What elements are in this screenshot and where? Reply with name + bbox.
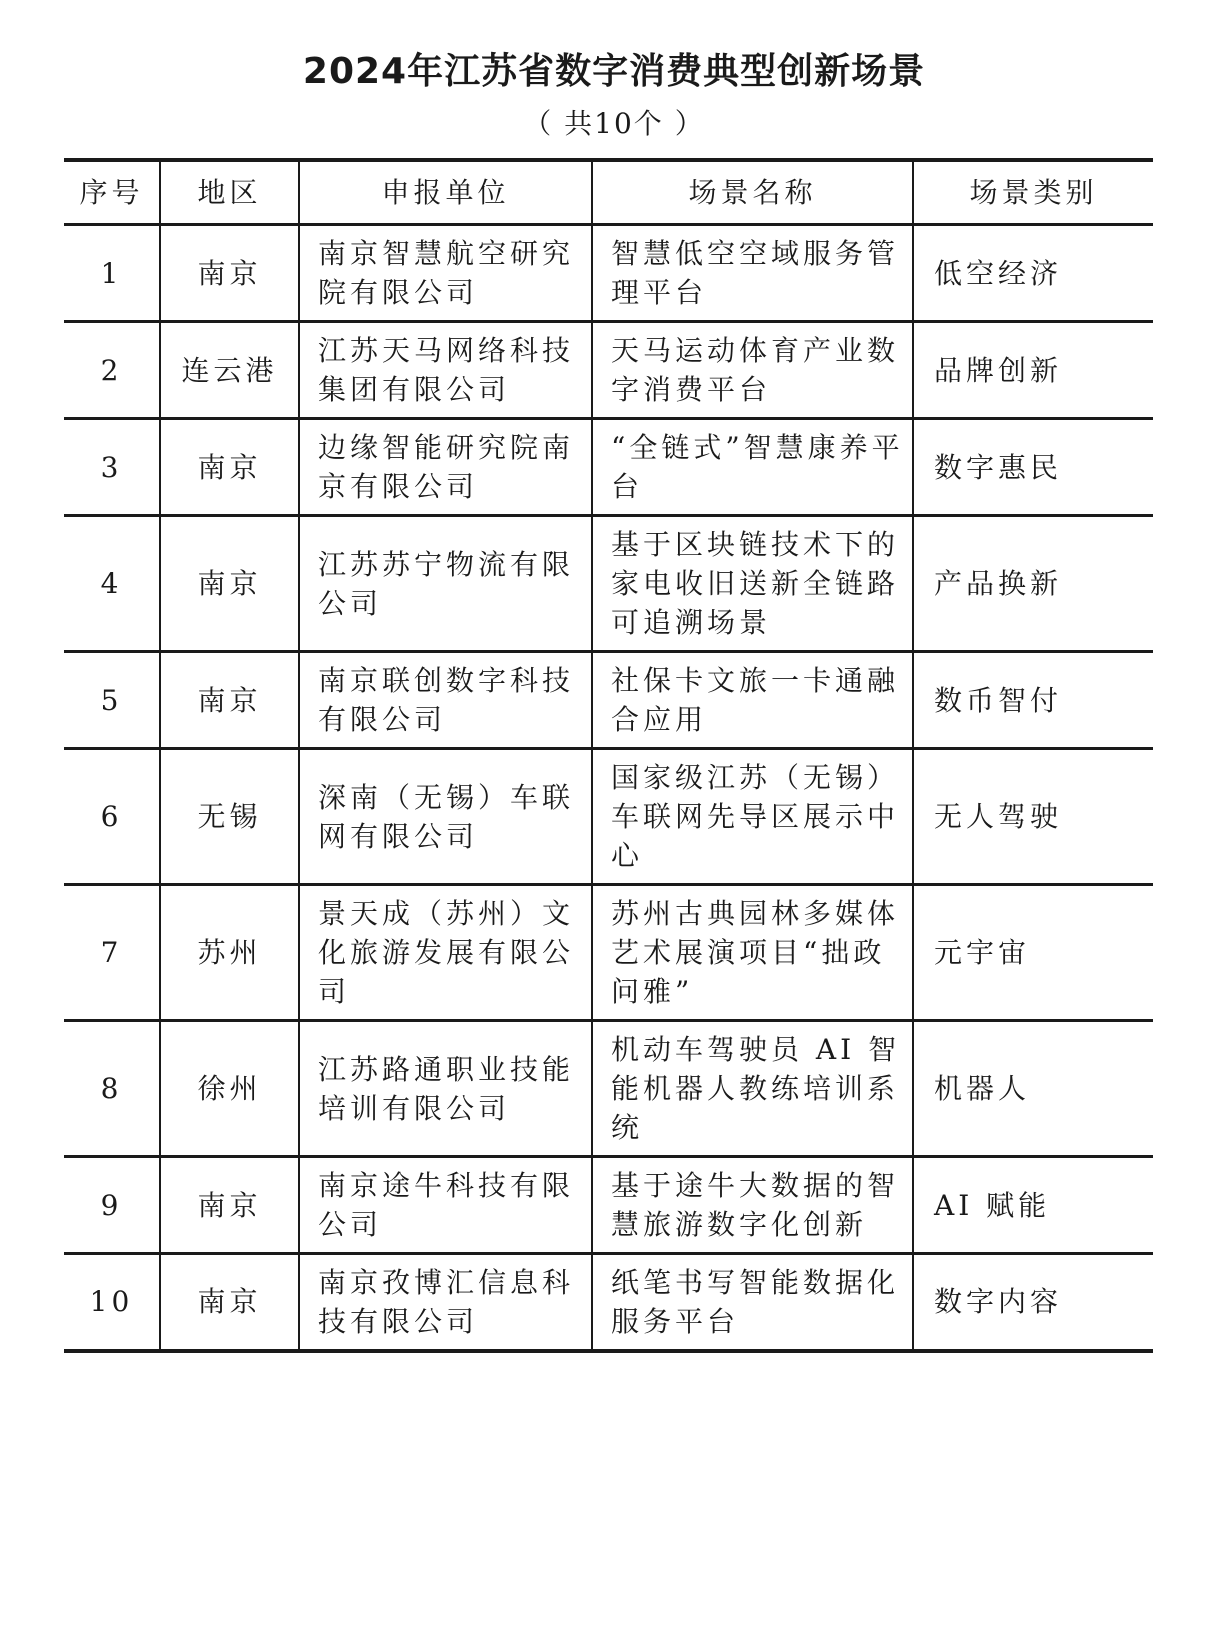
cell-category: 元宇宙 [913, 885, 1153, 1021]
cell-index: 10 [64, 1254, 160, 1351]
cell-scene: 智慧低空空域服务管理平台 [592, 225, 913, 322]
cell-scene: 纸笔书写智能数据化服务平台 [592, 1254, 913, 1351]
cell-category: 产品换新 [913, 516, 1153, 652]
cell-category: 数币智付 [913, 652, 1153, 749]
cell-region: 南京 [160, 1254, 299, 1351]
cell-region: 苏州 [160, 885, 299, 1021]
cell-region: 连云港 [160, 322, 299, 419]
cell-category: 数字内容 [913, 1254, 1153, 1351]
cell-unit: 南京途牛科技有限公司 [299, 1157, 592, 1254]
cell-index: 5 [64, 652, 160, 749]
cell-scene: 社保卡文旅一卡通融合应用 [592, 652, 913, 749]
cell-region: 无锡 [160, 749, 299, 885]
cell-unit: 深南（无锡）车联网有限公司 [299, 749, 592, 885]
table-row [64, 419, 1153, 516]
scenes-table [64, 158, 1153, 1353]
table-row [64, 749, 1153, 885]
cell-index: 8 [64, 1021, 160, 1157]
header-unit: 申报单位 [299, 160, 592, 225]
cell-category: 低空经济 [913, 225, 1153, 322]
table-row [64, 885, 1153, 1021]
header-scene: 场景名称 [592, 160, 913, 225]
cell-unit: 南京联创数字科技有限公司 [299, 652, 592, 749]
table-row [64, 322, 1153, 419]
table-row [64, 652, 1153, 749]
table-row [64, 1254, 1153, 1351]
cell-scene: 国家级江苏（无锡）车联网先导区展示中心 [592, 749, 913, 885]
cell-index: 2 [64, 322, 160, 419]
cell-region: 南京 [160, 225, 299, 322]
cell-region: 徐州 [160, 1021, 299, 1157]
cell-unit: 江苏路通职业技能培训有限公司 [299, 1021, 592, 1157]
cell-unit: 南京孜博汇信息科技有限公司 [299, 1254, 592, 1351]
cell-scene: 基于途牛大数据的智慧旅游数字化创新 [592, 1157, 913, 1254]
cell-scene: 机动车驾驶员 AI 智能机器人教练培训系统 [592, 1021, 913, 1157]
cell-region: 南京 [160, 516, 299, 652]
header-category: 场景类别 [913, 160, 1153, 225]
header-index: 序号 [64, 160, 160, 225]
cell-scene: 苏州古典园林多媒体艺术展演项目“拙政问雅” [592, 885, 913, 1021]
cell-category: 机器人 [913, 1021, 1153, 1157]
cell-unit: 景天成（苏州）文化旅游发展有限公司 [299, 885, 592, 1021]
cell-scene: 天马运动体育产业数字消费平台 [592, 322, 913, 419]
cell-index: 6 [64, 749, 160, 885]
cell-category: 品牌创新 [913, 322, 1153, 419]
cell-index: 4 [64, 516, 160, 652]
table-header-row [64, 160, 1153, 225]
cell-index: 9 [64, 1157, 160, 1254]
table-row [64, 516, 1153, 652]
cell-category: AI 赋能 [913, 1157, 1153, 1254]
cell-region: 南京 [160, 1157, 299, 1254]
cell-region: 南京 [160, 419, 299, 516]
cell-unit: 边缘智能研究院南京有限公司 [299, 419, 592, 516]
cell-index: 3 [64, 419, 160, 516]
table-row [64, 225, 1153, 322]
cell-index: 7 [64, 885, 160, 1021]
cell-category: 无人驾驶 [913, 749, 1153, 885]
page-title: 2024年江苏省数字消费典型创新场景 [302, 51, 926, 92]
cell-scene: “全链式”智慧康养平台 [592, 419, 913, 516]
cell-region: 南京 [160, 652, 299, 749]
page-subtitle: （ 共10个 ） [523, 107, 705, 140]
cell-scene: 基于区块链技术下的家电收旧送新全链路可追溯场景 [592, 516, 913, 652]
cell-unit: 江苏天马网络科技集团有限公司 [299, 322, 592, 419]
cell-category: 数字惠民 [913, 419, 1153, 516]
table-row [64, 1021, 1153, 1157]
header-region: 地区 [160, 160, 299, 225]
cell-unit: 江苏苏宁物流有限公司 [299, 516, 592, 652]
cell-index: 1 [64, 225, 160, 322]
table-row [64, 1157, 1153, 1254]
cell-unit: 南京智慧航空研究院有限公司 [299, 225, 592, 322]
